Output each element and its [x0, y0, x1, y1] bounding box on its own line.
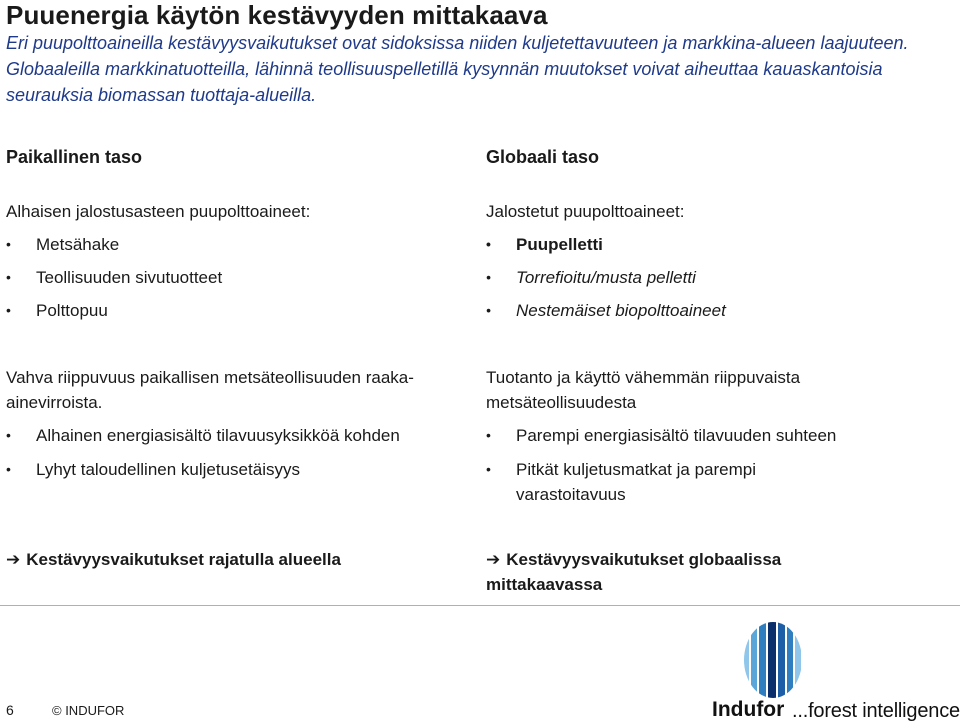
page-subtitle: Eri puupolttoaineilla kestävyysvaikutukset ovat sidoksissa niiden kuljetettavuuteen ja markkina-alueen laajuuteen. Globaaleilla markkinatuotteilla, lähinnä teollisuuspelletillä kysynnän muutokset voivat aiheuttaa kauaskantoisia seurauksia biomassan tuottaja-alueilla.: [6, 33, 909, 105]
page-number: 6: [6, 702, 14, 718]
list-item: • Parempi energiasisältö tilavuuden suhteen: [486, 423, 926, 448]
global-properties-list: [486, 423, 926, 507]
arrow-right-icon: ➔: [6, 550, 21, 569]
list-item: • Teollisuuden sivutuotteet: [6, 265, 222, 290]
footer-divider: [0, 605, 960, 606]
list-item: • Alhainen energiasisältö tilavuusyksikköä kohden: [6, 423, 436, 448]
list-item: • Torrefioitu/musta pelletti: [486, 265, 726, 290]
list-item: • Puupelletti: [486, 232, 726, 257]
page-title: Puuenergia käytön kestävyyden mittakaava: [6, 0, 548, 30]
list-item: • Metsähake: [6, 232, 222, 257]
bullet-icon: •: [486, 302, 491, 318]
local-level-heading: Paikallinen taso: [6, 147, 143, 167]
global-level-heading: Globaali taso: [486, 147, 600, 167]
bullet-icon: •: [486, 461, 491, 477]
list-item: • Lyhyt taloudellinen kuljetusetäisyys: [6, 457, 436, 482]
local-conclusion: ➔ Kestävyysvaikutukset rajatulla alueella: [6, 550, 341, 569]
copyright-text: © INDUFOR: [52, 703, 125, 718]
bullet-icon: •: [486, 427, 491, 443]
local-properties-list: [6, 423, 436, 482]
local-fuels-label: Alhaisen jalostusasteen puupolttoaineet:: [6, 202, 311, 221]
bullet-icon: •: [6, 269, 11, 285]
bullet-icon: •: [486, 236, 491, 252]
brand-name: Indufor: [712, 698, 785, 721]
list-item: • Polttopuu: [6, 298, 222, 323]
global-fuels-label: Jalostetut puupolttoaineet:: [486, 202, 685, 221]
list-item: • Pitkät kuljetusmatkat ja parempi varastoitavuus: [486, 457, 826, 507]
bullet-icon: •: [6, 427, 11, 443]
arrow-right-icon: ➔: [486, 550, 501, 569]
bullet-icon: •: [486, 269, 491, 285]
bullet-icon: •: [6, 236, 11, 252]
list-item: • Nestemäiset biopolttoaineet: [486, 298, 726, 323]
global-dependency-text: Tuotanto ja käyttö vähemmän riippuvaista metsäteollisuudesta: [486, 368, 801, 412]
bullet-icon: •: [6, 302, 11, 318]
bullet-icon: •: [6, 461, 11, 477]
global-fuels-list: [486, 232, 726, 331]
global-conclusion: ➔ Kestävyysvaikutukset globaalissa mittakaavassa: [486, 550, 782, 594]
local-dependency-text: Vahva riippuvuus paikallisen metsäteollisuuden raaka-ainevirroista.: [6, 368, 414, 412]
indufor-globe-logo-icon: [742, 620, 804, 700]
local-fuels-list: [6, 232, 222, 331]
brand-tagline: ...forest intelligence: [792, 700, 960, 722]
